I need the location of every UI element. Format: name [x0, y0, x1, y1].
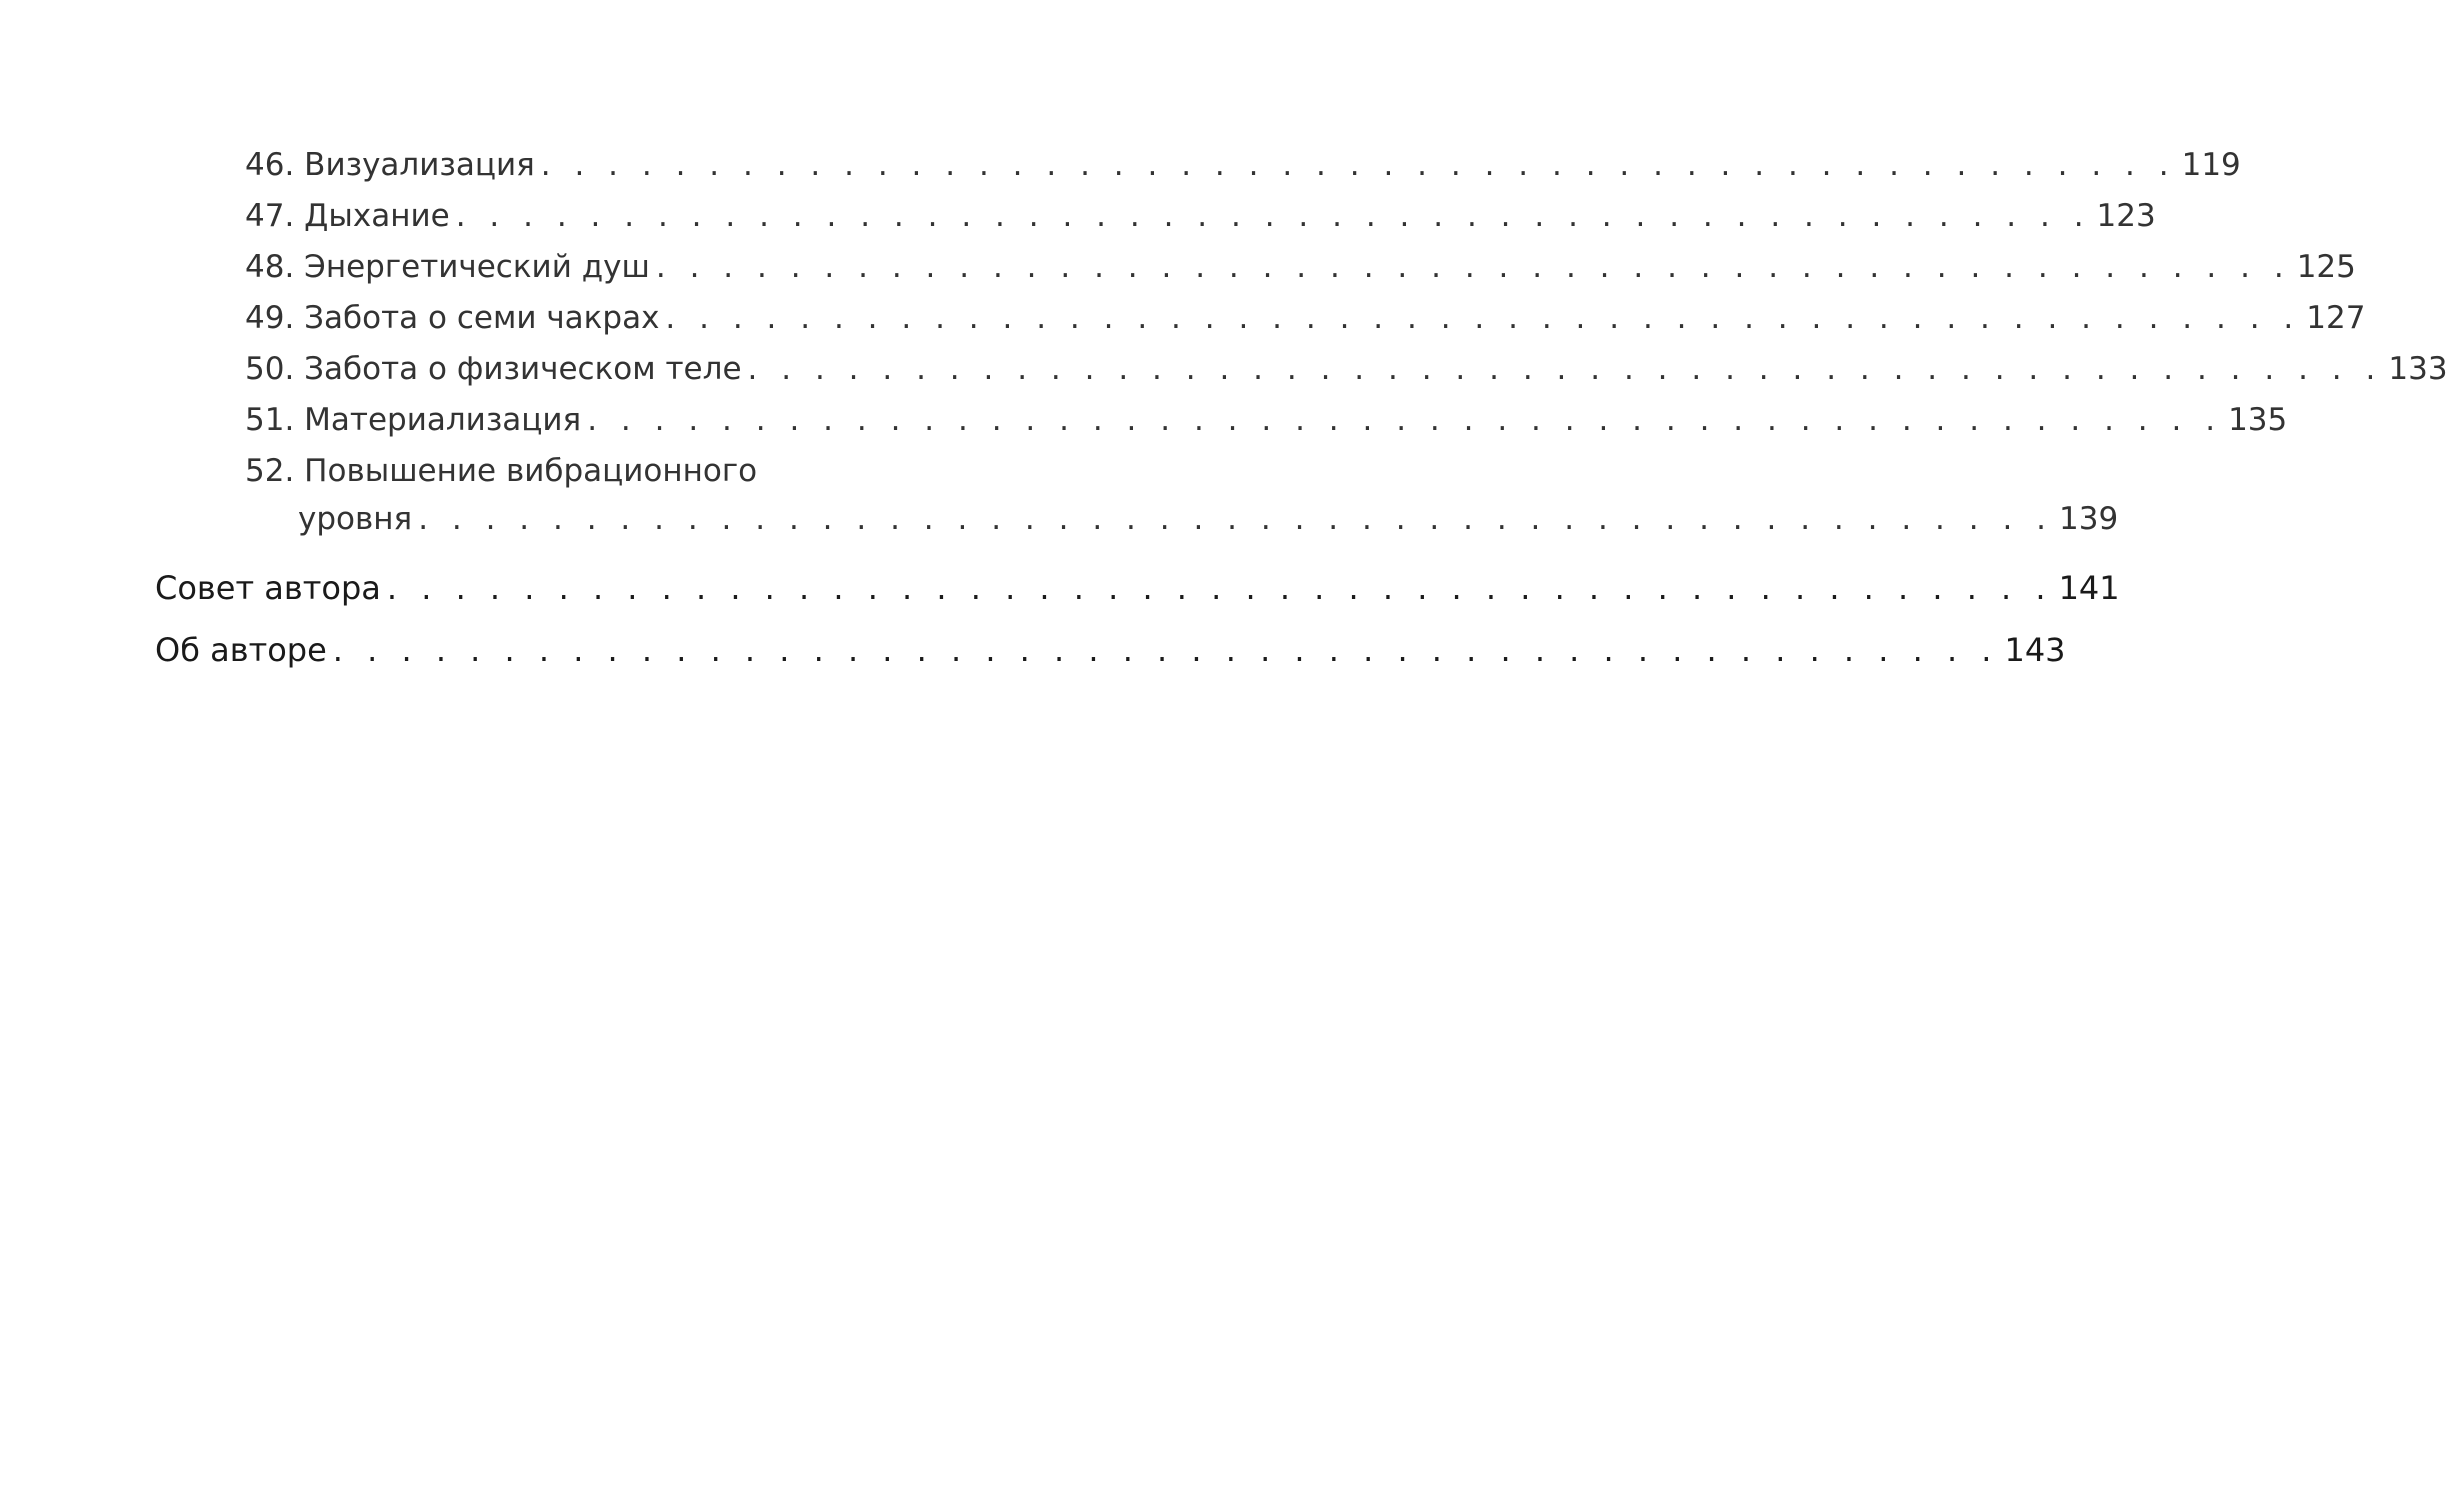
- dot-leader: . . . . . . . . . . . . . . . . . . . . . . . . . . . . . . . . . . . . . . . . . . . . . . . . .: [455, 198, 2091, 234]
- toc-entry-title: 47. Дыхание: [245, 198, 450, 234]
- toc-entry-page: 139: [2059, 501, 2119, 537]
- dot-leader: . . . . . . . . . . . . . . . . . . . . . . . . . . . . . . . . . . . . . . . . . . . . . . . . .: [418, 501, 2054, 537]
- toc-entry[interactable]: [155, 344, 2448, 395]
- toc-entry-title: Об авторе: [155, 631, 327, 669]
- toc-entry-multiline[interactable]: [155, 446, 920, 497]
- toc-entry-page: 119: [2181, 147, 2241, 183]
- toc-entry-page: 133: [2388, 351, 2448, 387]
- toc-entry-page: 127: [2306, 300, 2366, 336]
- dot-leader: . . . . . . . . . . . . . . . . . . . . . . . . . . . . . . . . . . . . . . . . . . . . . . . . .: [332, 631, 1999, 669]
- toc-entry-title: Совет автора: [155, 569, 381, 607]
- dot-leader: . . . . . . . . . . . . . . . . . . . . . . . . . . . . . . . . . . . . . . . . . . . . . . . . .: [665, 300, 2301, 336]
- toc-entry-title: 48. Энергетический душ: [245, 249, 650, 285]
- dot-leader: . . . . . . . . . . . . . . . . . . . . . . . . . . . . . . . . . . . . . . . . . . . . . . . . .: [386, 569, 2053, 607]
- toc-entry[interactable]: [155, 293, 2366, 344]
- toc-entry-title: 52. Повышение вибрационного: [245, 453, 758, 489]
- dot-leader: . . . . . . . . . . . . . . . . . . . . . . . . . . . . . . . . . . . . . . . . . . . . . . . . .: [747, 351, 2383, 387]
- toc-entry-page: 123: [2096, 198, 2156, 234]
- toc-entry[interactable]: [155, 191, 2156, 242]
- dot-leader: . . . . . . . . . . . . . . . . . . . . . . . . . . . . . . . . . . . . . . . . . . . . . . . . .: [540, 147, 2176, 183]
- toc-main-entry[interactable]: [155, 619, 2066, 681]
- dot-leader: . . . . . . . . . . . . . . . . . . . . . . . . . . . . . . . . . . . . . . . . . . . . . . . . .: [587, 402, 2223, 438]
- toc-entry-title: 51. Материализация: [245, 402, 582, 438]
- toc-entry-page: 141: [2058, 569, 2120, 607]
- toc-entry-page: 125: [2296, 249, 2356, 285]
- dot-leader: . . . . . . . . . . . . . . . . . . . . . . . . . . . . . . . . . . . . . . . . . . . . . . . . .: [655, 249, 2291, 285]
- table-of-contents: [155, 140, 2448, 681]
- spacer: [155, 541, 920, 557]
- toc-entry-page: 143: [2004, 631, 2066, 669]
- toc-entry-page: 135: [2228, 402, 2288, 438]
- toc-entry[interactable]: [155, 242, 2356, 293]
- toc-entry[interactable]: [155, 140, 2241, 191]
- toc-entry-title-continuation: уровня: [298, 501, 413, 537]
- toc-entry-title: 50. Забота о физическом теле: [245, 351, 742, 387]
- toc-main-entry[interactable]: [155, 557, 2120, 619]
- toc-entry-title: 49. Забота о семи чакрах: [245, 300, 660, 336]
- toc-entry[interactable]: [155, 395, 2288, 446]
- toc-entry-title: 46. Визуализация: [245, 147, 535, 183]
- toc-entry-continuation[interactable]: [155, 497, 2119, 541]
